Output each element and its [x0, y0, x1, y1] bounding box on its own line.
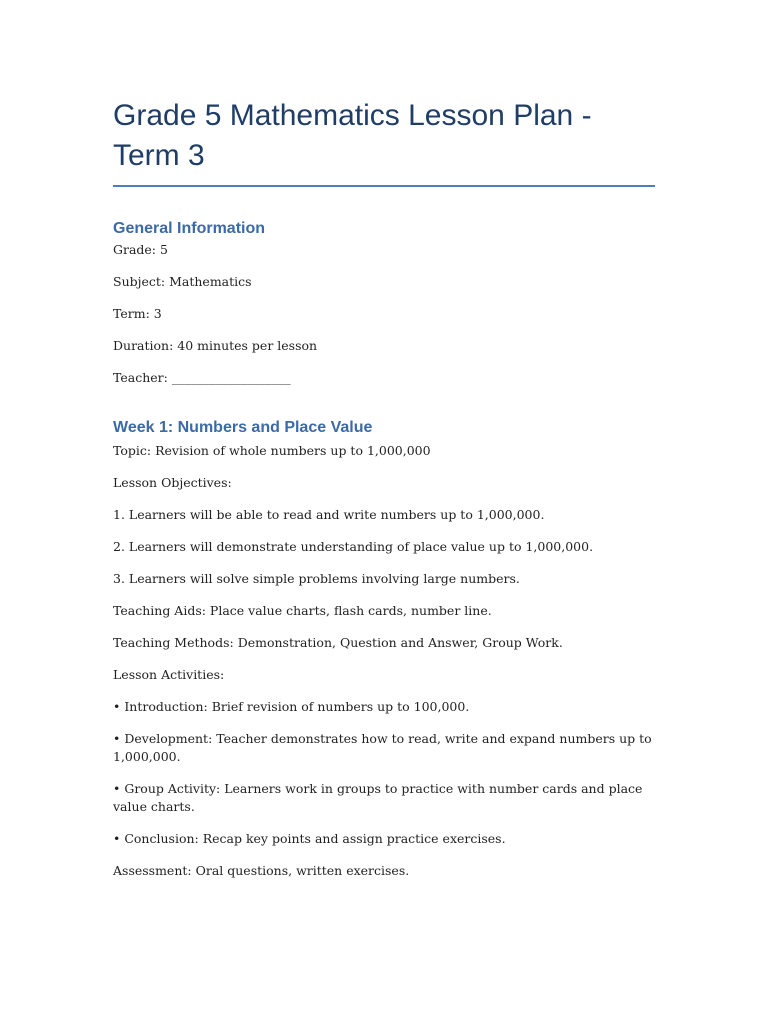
activity-item: • Introduction: Brief revision of numbers up to 100,000. [113, 699, 470, 714]
teaching-methods-paragraph: Teaching Methods: Demonstration, Question and Answer, Group Work. [113, 635, 563, 650]
objectives-label: Lesson Objectives: [113, 475, 232, 490]
general-information-list [113, 241, 655, 387]
document-title: Grade 5 Mathematics Lesson Plan - Term 3 [113, 99, 592, 172]
activity-item: • Group Activity: Learners work in groups to practice with number cards and place value charts. [113, 781, 643, 814]
term-field: Term: 3 [113, 306, 162, 321]
week-1-content [113, 442, 655, 880]
document-page [113, 96, 655, 880]
topic-paragraph: Topic: Revision of whole numbers up to 1,000,000 [113, 443, 431, 458]
activity-item: • Conclusion: Recap key points and assign practice exercises. [113, 831, 506, 846]
teacher-field: Teacher: ___________________ [113, 370, 291, 385]
activity-item: • Development: Teacher demonstrates how to read, write and expand numbers up to 1,000,000. [113, 731, 652, 764]
objective-item: 2. Learners will demonstrate understanding of place value up to 1,000,000. [113, 539, 594, 554]
week-1-heading: Week 1: Numbers and Place Value [113, 419, 373, 436]
teaching-aids-paragraph: Teaching Aids: Place value charts, flash cards, number line. [113, 603, 492, 618]
title-divider [113, 185, 655, 187]
assessment-paragraph: Assessment: Oral questions, written exercises. [113, 863, 410, 878]
objective-item: 3. Learners will solve simple problems involving large numbers. [113, 571, 520, 586]
activities-label: Lesson Activities: [113, 667, 225, 682]
duration-field: Duration: 40 minutes per lesson [113, 338, 318, 353]
grade-field: Grade: 5 [113, 242, 168, 257]
objective-item: 1. Learners will be able to read and write numbers up to 1,000,000. [113, 507, 545, 522]
general-information-heading: General Information [113, 220, 266, 237]
subject-field: Subject: Mathematics [113, 274, 252, 289]
